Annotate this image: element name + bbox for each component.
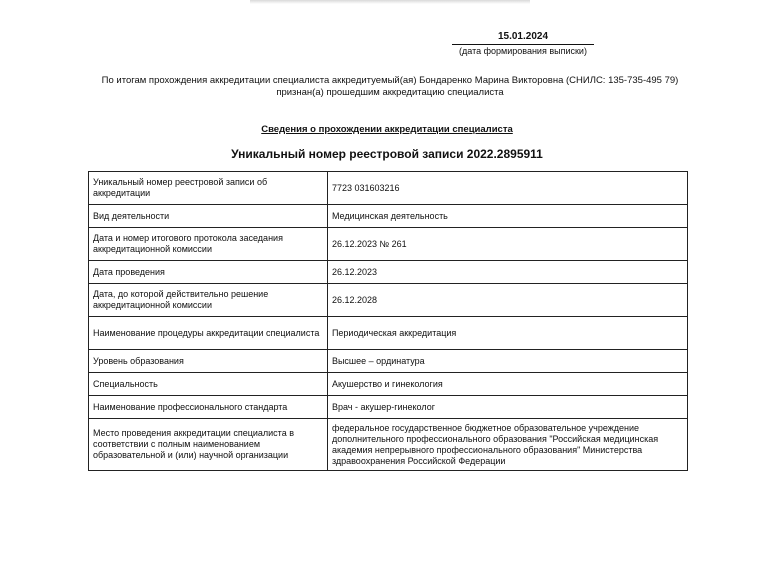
row-label: Наименование процедуры аккредитации специалиста (89, 317, 328, 350)
row-value: Врач - акушер-гинеколог (327, 396, 687, 419)
row-label: Дата и номер итогового протокола заседания аккредитационной комиссии (89, 228, 328, 261)
accreditation-table (88, 171, 688, 471)
table-row (89, 396, 688, 419)
table-row (89, 317, 688, 350)
table-row (89, 284, 688, 317)
table-row (89, 261, 688, 284)
row-value: Акушерство и гинекология (327, 373, 687, 396)
row-value: 26.12.2028 (327, 284, 687, 317)
row-value: Медицинская деятельность (327, 205, 687, 228)
table-row (89, 205, 688, 228)
row-value: 7723 031603216 (327, 172, 687, 205)
row-value: Периодическая аккредитация (327, 317, 687, 350)
row-label: Место проведения аккредитации специалиста в соответствии с полным наименованием образовательной и (или) научной организации (89, 419, 328, 471)
row-label: Уровень образования (89, 350, 328, 373)
cropped-header-remnant (250, 0, 530, 4)
row-value: 26.12.2023 № 261 (327, 228, 687, 261)
table-row (89, 172, 688, 205)
row-label: Уникальный номер реестровой записи об аккредитации (89, 172, 328, 205)
table-row (89, 419, 688, 471)
table-row (89, 228, 688, 261)
row-label: Дата, до которой действительно решение аккредитационной комиссии (89, 284, 328, 317)
row-value: федеральное государственное бюджетное образовательное учреждение дополнительного профессионального образования "Российская медицинская академия непрерывного профессионального образования" Министерства здравоохранения Российской Федерации (327, 419, 687, 471)
row-value: Высшее – ординатура (327, 350, 687, 373)
intro-paragraph: По итогам прохождения аккредитации специалиста аккредитуемый(ая) Бондаренко Марина Викторовна (СНИЛС: 135-735-495 79) признан(а) прошедшим аккредитацию специалиста (101, 75, 679, 98)
row-label: Дата проведения (89, 261, 328, 284)
table-row (89, 350, 688, 373)
record-title: Уникальный номер реестровой записи 2022.2895911 (231, 147, 543, 161)
statement-date-caption: (дата формирования выписки) (459, 46, 587, 56)
row-label: Вид деятельности (89, 205, 328, 228)
section-title: Сведения о прохождении аккредитации специалиста (261, 124, 513, 135)
statement-date-block (452, 31, 594, 56)
row-label: Наименование профессионального стандарта (89, 396, 328, 419)
row-label: Специальность (89, 373, 328, 396)
row-value: 26.12.2023 (327, 261, 687, 284)
table-row (89, 373, 688, 396)
statement-date: 15.01.2024 (452, 31, 594, 45)
